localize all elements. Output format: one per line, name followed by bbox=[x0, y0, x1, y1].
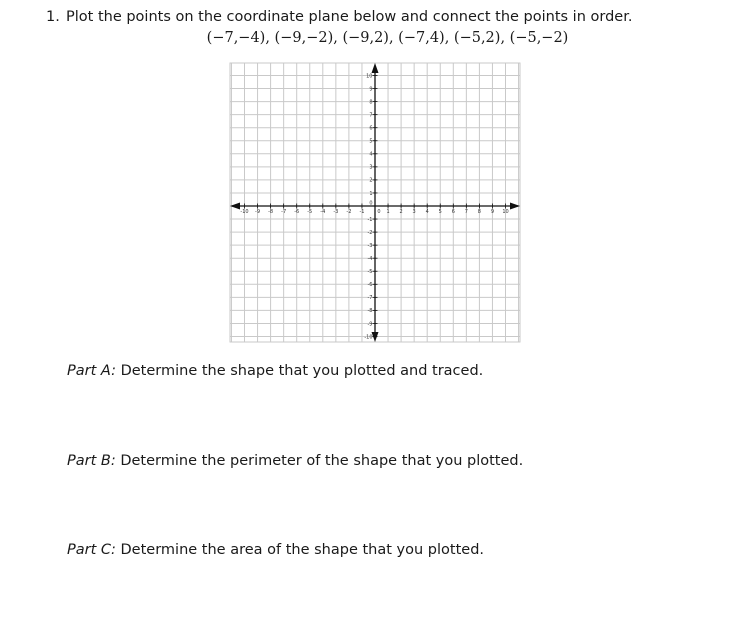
part-c bbox=[67, 542, 484, 558]
y-tick-label: -3 bbox=[367, 242, 373, 249]
axes bbox=[230, 63, 520, 342]
x-tick-label: -1 bbox=[359, 209, 365, 215]
x-tick-label: 1 bbox=[386, 209, 390, 215]
x-tick-label: -2 bbox=[346, 209, 352, 215]
y-tick-label: -10 bbox=[364, 334, 373, 341]
y-tick-label: 8 bbox=[369, 99, 373, 106]
x-tick-label: 2 bbox=[399, 209, 403, 215]
part-c-text: Determine the area of the shape that you plotted. bbox=[115, 542, 485, 558]
question-prompt-line bbox=[46, 9, 632, 25]
x-tick-label: 0 bbox=[377, 209, 381, 215]
part-b-label: Part B: bbox=[67, 453, 116, 469]
part-c-label: Part C: bbox=[67, 542, 116, 558]
x-tick-label: 4 bbox=[425, 209, 429, 215]
y-tick-label: 7 bbox=[369, 112, 373, 119]
y-tick-label: 3 bbox=[369, 164, 373, 171]
x-tick-label: -8 bbox=[268, 209, 274, 215]
y-tick-label: -5 bbox=[367, 269, 373, 276]
x-tick-label: 9 bbox=[490, 209, 495, 215]
x-tick-label: 6 bbox=[451, 209, 455, 215]
x-tick-label: 5 bbox=[438, 209, 442, 215]
x-tick-label: -9 bbox=[255, 209, 261, 215]
y-tick-label: 9 bbox=[369, 86, 373, 93]
x-tick-label: -3 bbox=[333, 209, 339, 215]
y-tick-label: -6 bbox=[367, 282, 373, 289]
coordinate-plane bbox=[224, 60, 524, 345]
y-tick-label: 1 bbox=[369, 190, 373, 197]
y-tick-label: 4 bbox=[369, 151, 373, 158]
y-axis-up-arrow-icon bbox=[372, 63, 379, 73]
x-tick-label: 8 bbox=[477, 209, 481, 215]
x-tick-label: -6 bbox=[294, 209, 300, 215]
part-a-text: Determine the shape that you plotted and traced. bbox=[115, 363, 484, 379]
x-tick-label: 10 bbox=[502, 209, 509, 215]
x-tick-label: -10 bbox=[240, 209, 249, 215]
y-tick-label: -4 bbox=[367, 256, 373, 262]
x-tick-label: -5 bbox=[307, 209, 313, 215]
y-tick-label: -9 bbox=[367, 321, 373, 328]
y-tick-label: 10 bbox=[366, 73, 373, 80]
x-tick-label: 7 bbox=[464, 209, 468, 215]
y-tick-label: 0 bbox=[369, 200, 373, 207]
y-tick-label: 2 bbox=[369, 177, 373, 184]
question-prompt: Plot the points on the coordinate plane below and connect the points in order. bbox=[66, 9, 633, 25]
y-tick-label: -2 bbox=[367, 229, 373, 236]
y-tick-label: -7 bbox=[367, 295, 373, 302]
part-a-label: Part A: bbox=[67, 363, 116, 379]
y-tick-label: 5 bbox=[369, 138, 373, 145]
part-b bbox=[67, 453, 523, 469]
x-tick-label: -4 bbox=[320, 209, 326, 215]
y-tick-label: -8 bbox=[367, 308, 373, 315]
y-tick-labels bbox=[364, 73, 372, 340]
part-b-text: Determine the perimeter of the shape that you plotted. bbox=[115, 453, 524, 469]
y-tick-label: -1 bbox=[367, 216, 373, 223]
part-a bbox=[67, 363, 483, 379]
x-tick-label: -7 bbox=[281, 209, 287, 215]
y-tick-label: 6 bbox=[369, 125, 373, 132]
points-list: (−7,−4), (−9,−2), (−9,2), (−7,4), (−5,2), (−5,−2) bbox=[206, 30, 569, 46]
x-tick-label: 3 bbox=[412, 209, 416, 215]
question-number: 1. bbox=[46, 9, 60, 25]
